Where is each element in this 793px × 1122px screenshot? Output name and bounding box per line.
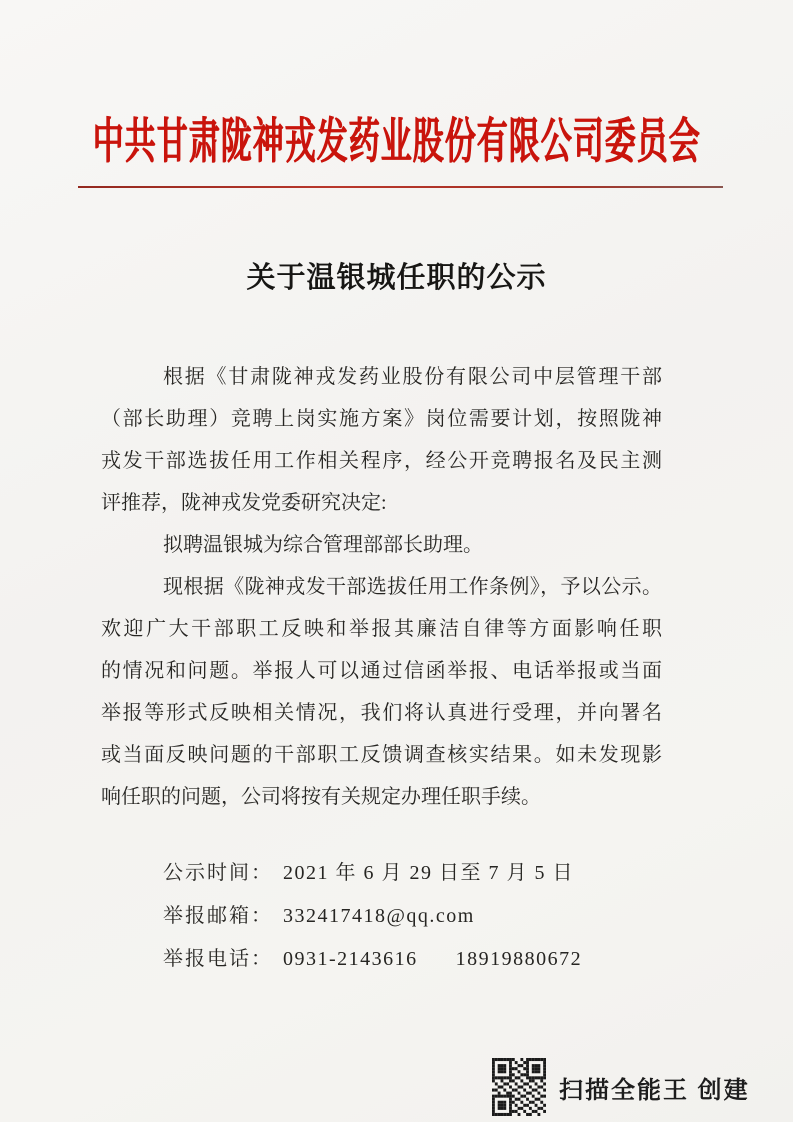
camscanner-watermark-text: 扫描全能王 创建 <box>559 1076 750 1104</box>
body-line: （部长助理）竞聘上岗实施方案》岗位需要计划，按照陇神 <box>101 408 662 430</box>
qr-code-icon <box>492 1058 546 1116</box>
camscanner-watermark <box>492 1058 750 1116</box>
report-phone-label: 举报电话： <box>163 948 273 970</box>
body-line: 评推荐，陇神戎发党委研究决定: <box>101 492 387 514</box>
body-line: 现根据《陇神戎发干部选拔任用工作条例》，予以公示。 <box>163 576 662 598</box>
notice-title: 关于温银城任职的公示 <box>246 262 547 294</box>
party-committee-letterhead: 中共甘肃陇神戎发药业股份有限公司委员会 <box>92 114 701 169</box>
report-phone-value-1: 0931-2143616 <box>283 948 418 970</box>
publicity-period-row <box>101 852 721 895</box>
report-phone-row <box>101 938 721 981</box>
report-email-row <box>101 895 721 938</box>
contact-info-block <box>101 852 721 981</box>
body-line: 欢迎广大干部职工反映和举报其廉洁自律等方面影响任职 <box>101 618 662 640</box>
body-line: 或当面反映问题的干部职工反馈调查核实结果。如未发现影 <box>101 744 662 766</box>
report-phone-value-2: 18919880672 <box>455 948 583 970</box>
publicity-period-value: 2021 年 6 月 29 日至 7 月 5 日 <box>283 862 574 884</box>
report-email-value: 332417418@qq.com <box>283 905 475 927</box>
body-line: 根据《甘肃陇神戎发药业股份有限公司中层管理干部 <box>163 366 662 388</box>
body-line: 响任职的问题，公司将按有关规定办理任职手续。 <box>101 786 541 808</box>
report-email-label: 举报邮箱： <box>163 905 273 927</box>
body-line: 戎发干部选拔任用工作相关程序，经公开竞聘报名及民主测 <box>101 450 662 472</box>
letterhead-divider-line <box>78 186 723 188</box>
body-line: 拟聘温银城为综合管理部部长助理。 <box>163 534 483 556</box>
body-line: 举报等形式反映相关情况，我们将认真进行受理，并向署名 <box>101 702 662 724</box>
body-line: 的情况和问题。举报人可以通过信函举报、电话举报或当面 <box>101 660 662 682</box>
notice-body <box>101 356 662 818</box>
publicity-period-label: 公示时间： <box>163 862 273 884</box>
